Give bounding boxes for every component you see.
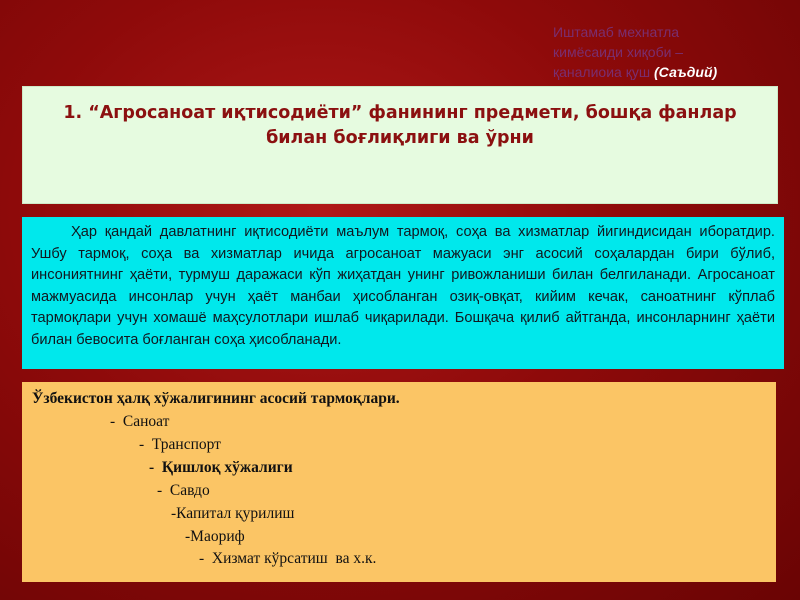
slide-title: 1. “Агросаноат иқтисодиёти” фанининг предмети, бошқа фанлар билан боғлиқлиги ва ўрни xyxy=(63,103,737,148)
intro-paragraph-box xyxy=(22,217,784,369)
list-item: -Маориф xyxy=(185,528,245,545)
list-item: - Хизмат кўрсатиш ва х.к. xyxy=(199,550,377,567)
list-item: - Савдо xyxy=(157,482,210,499)
title-box xyxy=(22,86,778,204)
quote-line-2: кимёсаиди хиқоби – xyxy=(553,44,684,60)
list-item: - Транспорт xyxy=(139,436,221,453)
quote-author: (Саъдий) xyxy=(653,64,718,80)
list-item: -Капитал қурилиш xyxy=(171,505,295,522)
epigraph-quote xyxy=(553,22,793,82)
quote-line-3: қаналиоиа қуш (Саъдий) xyxy=(553,64,718,80)
sectors-list-box xyxy=(22,382,776,582)
intro-paragraph: Ҳар қандай давлатнинг иқтисодиёти маълум тармоқ, соҳа ва хизматлар йигиндисидан иборатдир. Ушбу тармоқ, соҳа ва хизматлар ичида агросаноат мажуаси энг асосий соҳалардан бири бўлиб, инсониятнинг ҳаёти, турмуш даражаси кўп жиҳатдан унинг ривожланиши билан белгиланади. Агросаноат мажмуасида инсонлар учун ҳаёт манбаи ҳисобланган озиқ-овқат, кийим кечак, саноатнинг кўплаб тармоқлари учун хомашё маҳсулотлари ишлаб чиқарилади. Бошқача қилиб айтганда, инсонларнинг ҳаёти билан бевосита боғланган соҳа ҳисобланади. xyxy=(31,224,775,348)
list-item: - Қишлоқ хўжалиги xyxy=(149,459,293,476)
list-item: - Саноат xyxy=(110,413,170,430)
quote-line-1: Иштамаб мехнатла xyxy=(553,24,680,40)
list-heading: Ўзбекистон ҳалқ хўжалигининг асосий тармоқлари. xyxy=(32,390,400,407)
